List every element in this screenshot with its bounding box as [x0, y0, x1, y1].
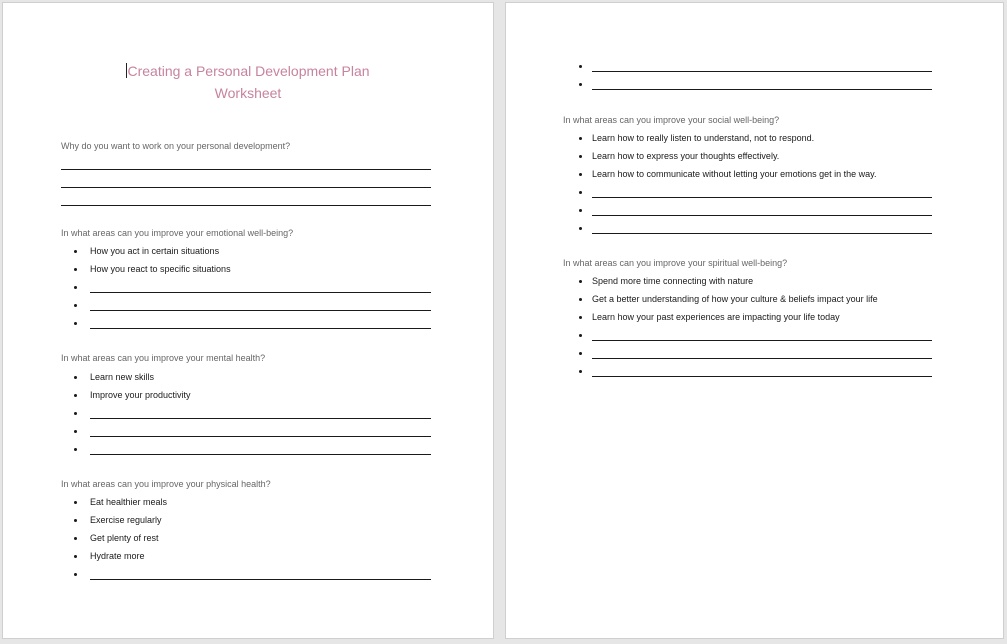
answer-line[interactable]	[90, 454, 431, 455]
answer-line[interactable]	[592, 215, 932, 216]
title-line-1-text: Creating a Personal Development Plan	[127, 63, 370, 79]
list-item[interactable]	[3, 371, 493, 389]
list-item-text: Learn how to really listen to understand, not to respond.	[592, 133, 815, 143]
list-item-blank[interactable]	[506, 78, 1003, 96]
answer-line[interactable]	[592, 233, 932, 234]
list-item-blank[interactable]	[3, 568, 493, 586]
bullet-icon	[74, 376, 77, 379]
question-physical[interactable]: In what areas can you improve your physical health?	[61, 479, 271, 489]
bullet-icon	[74, 448, 77, 451]
bullet-icon	[74, 394, 77, 397]
answer-line[interactable]	[592, 376, 932, 377]
bullet-icon	[74, 555, 77, 558]
answer-line[interactable]	[90, 418, 431, 419]
list-item[interactable]	[3, 514, 493, 532]
list-item-text: How you act in certain situations	[90, 246, 220, 256]
list-item-text: Hydrate more	[90, 551, 145, 561]
list-item-blank[interactable]	[506, 222, 1003, 240]
list-item-blank[interactable]	[3, 443, 493, 461]
list-item-blank[interactable]	[506, 365, 1003, 383]
list-item-text: How you react to specific situations	[90, 264, 231, 274]
list-item-blank[interactable]	[506, 347, 1003, 365]
bullet-icon	[579, 83, 582, 86]
answer-line[interactable]	[592, 71, 932, 72]
answer-line[interactable]	[90, 328, 431, 329]
question-why[interactable]: Why do you want to work on your personal development?	[61, 141, 291, 151]
list-item[interactable]	[506, 150, 1003, 168]
bullet-icon	[579, 370, 582, 373]
list-item-blank[interactable]	[506, 60, 1003, 78]
answer-line[interactable]	[592, 197, 932, 198]
bullet-icon	[579, 227, 582, 230]
list-item-blank[interactable]	[3, 281, 493, 299]
list-item-text: Improve your productivity	[90, 390, 191, 400]
list-item[interactable]	[506, 293, 1003, 311]
bullet-icon	[74, 519, 77, 522]
bullet-icon	[74, 430, 77, 433]
bullet-icon	[579, 334, 582, 337]
list-item[interactable]	[3, 263, 493, 281]
title-line-2[interactable]: Worksheet	[214, 85, 282, 101]
document-title[interactable]	[3, 60, 493, 104]
question-mental[interactable]: In what areas can you improve your mental health?	[61, 353, 266, 363]
list-item[interactable]	[3, 389, 493, 407]
document-page-1[interactable]	[2, 2, 494, 639]
bullet-icon	[74, 268, 77, 271]
document-page-2[interactable]	[505, 2, 1004, 639]
list-item[interactable]	[506, 168, 1003, 186]
list-item-blank[interactable]	[506, 329, 1003, 347]
question-social[interactable]: In what areas can you improve your social well-being?	[563, 115, 780, 125]
list-item-text: Learn how to communicate without letting your emotions get in the way.	[592, 169, 877, 179]
list-item-text: Get a better understanding of how your culture & beliefs impact your life	[592, 294, 878, 304]
bullet-icon	[74, 322, 77, 325]
list-item-blank[interactable]	[3, 299, 493, 317]
list-item-blank[interactable]	[3, 407, 493, 425]
answer-line[interactable]	[61, 205, 431, 206]
list-item[interactable]	[3, 532, 493, 550]
list-item-text: Exercise regularly	[90, 515, 162, 525]
list-item-text: Spend more time connecting with nature	[592, 276, 754, 286]
bullet-icon	[579, 155, 582, 158]
bullet-icon	[74, 250, 77, 253]
bullet-icon	[579, 298, 582, 301]
list-item-blank[interactable]	[3, 425, 493, 443]
list-item[interactable]	[506, 132, 1003, 150]
answer-line[interactable]	[592, 89, 932, 90]
bullet-icon	[579, 173, 582, 176]
list-item-text: Learn new skills	[90, 372, 155, 382]
answer-line[interactable]	[90, 579, 431, 580]
bullet-icon	[74, 286, 77, 289]
list-item-text: Eat healthier meals	[90, 497, 168, 507]
bullet-icon	[74, 537, 77, 540]
answer-line[interactable]	[61, 187, 431, 188]
list-item[interactable]	[3, 245, 493, 263]
answer-line[interactable]	[592, 340, 932, 341]
bullet-icon	[74, 573, 77, 576]
bullet-icon	[579, 209, 582, 212]
bullet-icon	[74, 412, 77, 415]
bullet-icon	[579, 280, 582, 283]
bullet-icon	[579, 65, 582, 68]
list-item-text: Get plenty of rest	[90, 533, 159, 543]
answer-line[interactable]	[61, 169, 431, 170]
answer-line[interactable]	[90, 292, 431, 293]
list-item[interactable]	[506, 275, 1003, 293]
answer-line[interactable]	[592, 358, 932, 359]
list-item-blank[interactable]	[506, 204, 1003, 222]
bullet-icon	[579, 137, 582, 140]
list-item[interactable]	[3, 550, 493, 568]
title-line-1[interactable]	[3, 60, 493, 82]
list-item-blank[interactable]	[506, 186, 1003, 204]
answer-line[interactable]	[90, 310, 431, 311]
answer-line[interactable]	[90, 436, 431, 437]
list-item-text: Learn how to express your thoughts effectively.	[592, 151, 780, 161]
list-item-text: Learn how your past experiences are impacting your life today	[592, 312, 840, 322]
question-spiritual[interactable]: In what areas can you improve your spiritual well-being?	[563, 258, 788, 268]
list-item[interactable]	[3, 496, 493, 514]
bullet-icon	[74, 501, 77, 504]
bullet-icon	[74, 304, 77, 307]
list-item[interactable]	[506, 311, 1003, 329]
list-item-blank[interactable]	[3, 317, 493, 335]
bullet-icon	[579, 316, 582, 319]
question-emotional[interactable]: In what areas can you improve your emotional well-being?	[61, 228, 294, 238]
bullet-icon	[579, 352, 582, 355]
bullet-icon	[579, 191, 582, 194]
